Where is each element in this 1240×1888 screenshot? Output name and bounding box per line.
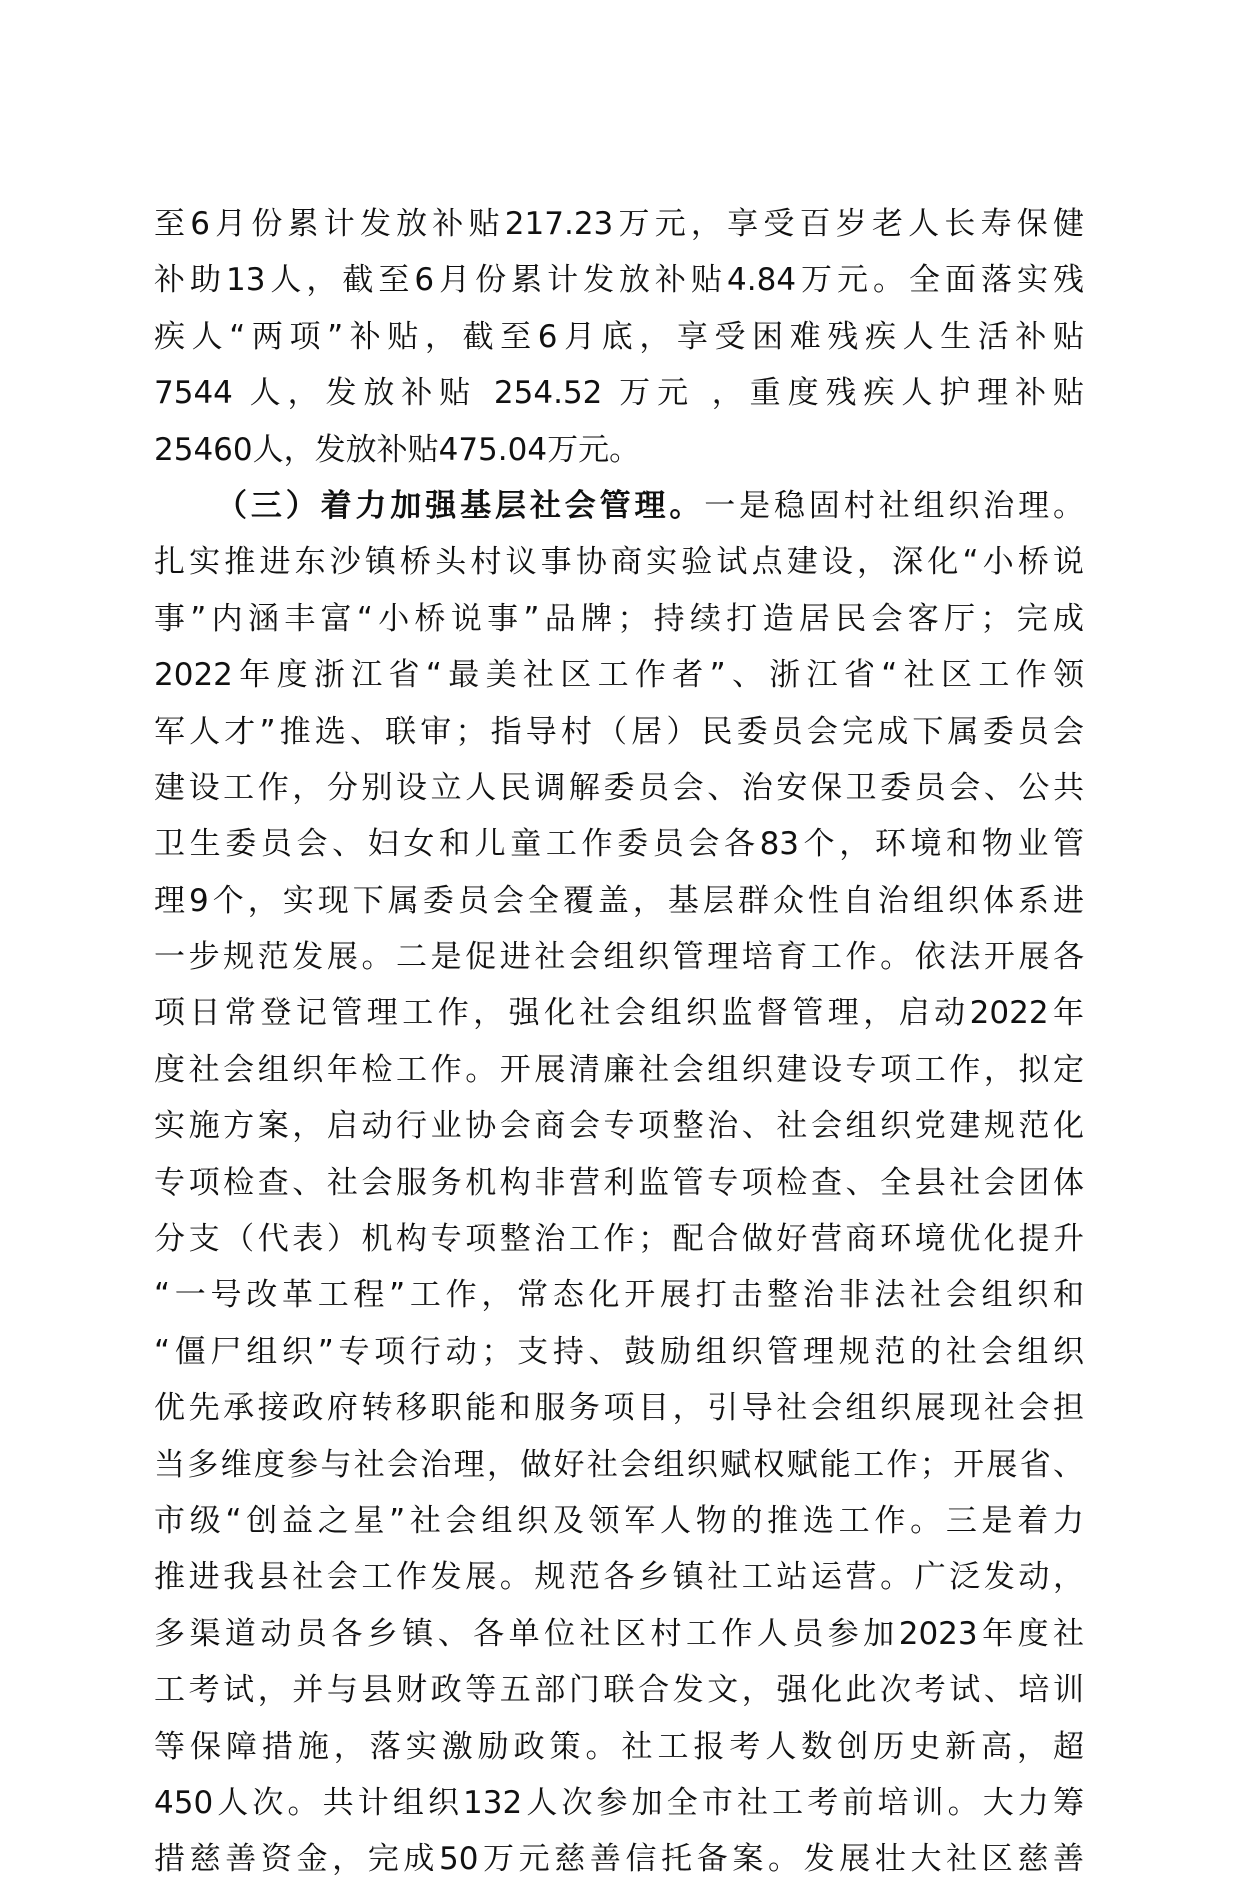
paragraph-line: 450人次。共计组织132人次参加全市社工考前培训。大力筹 — [154, 1784, 1084, 1821]
paragraph-line: 工考试，并与县财政等五部门联合发文，强化此次考试、培训 — [154, 1672, 1084, 1709]
document-body — [154, 196, 1084, 1888]
paragraph-line: 7544 人，发放补贴 254.52 万元 ，重度残疾人护理补贴 — [154, 375, 1084, 412]
paragraph-line: 推进我县社会工作发展。规范各乡镇社工站运营。广泛发动， — [154, 1559, 1084, 1596]
paragraph-line: 措慈善资金，完成50万元慈善信托备案。发展壮大社区慈善 — [154, 1841, 1084, 1878]
paragraph-line: 项日常登记管理工作，强化社会组织监督管理，启动2022年 — [154, 995, 1084, 1032]
paragraph-line: “僵尸组织”专项行动；支持、鼓励组织管理规范的社会组织 — [154, 1333, 1084, 1370]
paragraph-line: 2022年度浙江省“最美社区工作者”、浙江省“社区工作领 — [154, 657, 1084, 694]
paragraph-line: 扎实推进东沙镇桥头村议事协商实验试点建设，深化“小桥说 — [154, 544, 1084, 581]
section-heading-rest: 一是稳固村社组织治理。 — [704, 487, 1084, 524]
paragraph-line: 当多维度参与社会治理，做好社会组织赋权赋能工作；开展省、 — [154, 1446, 1084, 1483]
paragraph-line: 一步规范发展。二是促进社会组织管理培育工作。依法开展各 — [154, 939, 1084, 976]
paragraph-line: 卫生委员会、妇女和儿童工作委员会各83个，环境和物业管 — [154, 826, 1084, 863]
paragraph-line: 至6月份累计发放补贴217.23万元，享受百岁老人长寿保健 — [154, 206, 1084, 242]
paragraph-line: 市级“创益之星”社会组织及领军人物的推选工作。三是着力 — [154, 1502, 1084, 1539]
paragraph-line: “一号改革工程”工作，常态化开展打击整治非法社会组织和 — [154, 1277, 1084, 1314]
paragraph-line: 等保障措施，落实激励政策。社工报考人数创历史新高，超 — [154, 1728, 1084, 1765]
paragraph-line: 理9个，实现下属委员会全覆盖，基层群众性自治组织体系进 — [154, 882, 1084, 919]
paragraph-line: 度社会组织年检工作。开展清廉社会组织建设专项工作，拟定 — [154, 1051, 1084, 1088]
paragraph-line: 多渠道动员各乡镇、各单位社区村工作人员参加2023年度社 — [154, 1615, 1084, 1652]
paragraph-line: 军人才”推选、联审；指导村（居）民委员会完成下属委员会 — [154, 713, 1084, 750]
paragraph-line: 建设工作，分别设立人民调解委员会、治安保卫委员会、公共 — [154, 769, 1084, 806]
section-heading-line — [154, 478, 1084, 534]
paragraph-line: 专项检查、社会服务机构非营利监管专项检查、全县社会团体 — [154, 1164, 1084, 1201]
paragraph-line: 25460人，发放补贴475.04万元。 — [154, 431, 641, 468]
paragraph-line: 实施方案，启动行业协会商会专项整治、社会组织党建规范化 — [154, 1108, 1084, 1145]
section-heading: （三）着力加强基层社会管理。 — [216, 487, 705, 524]
paragraph-line: 补助13人，截至6月份累计发放补贴4.84万元。全面落实残 — [154, 262, 1084, 299]
paragraph-line: 事”内涵丰富“小桥说事”品牌；持续打造居民会客厅；完成 — [154, 600, 1084, 637]
paragraph-line: 优先承接政府转移职能和服务项目，引导社会组织展现社会担 — [154, 1390, 1084, 1427]
paragraph-line: 疾人“两项”补贴，截至6月底，享受困难残疾人生活补贴 — [154, 318, 1084, 355]
paragraph-line: 分支（代表）机构专项整治工作；配合做好营商环境优化提升 — [154, 1221, 1084, 1258]
